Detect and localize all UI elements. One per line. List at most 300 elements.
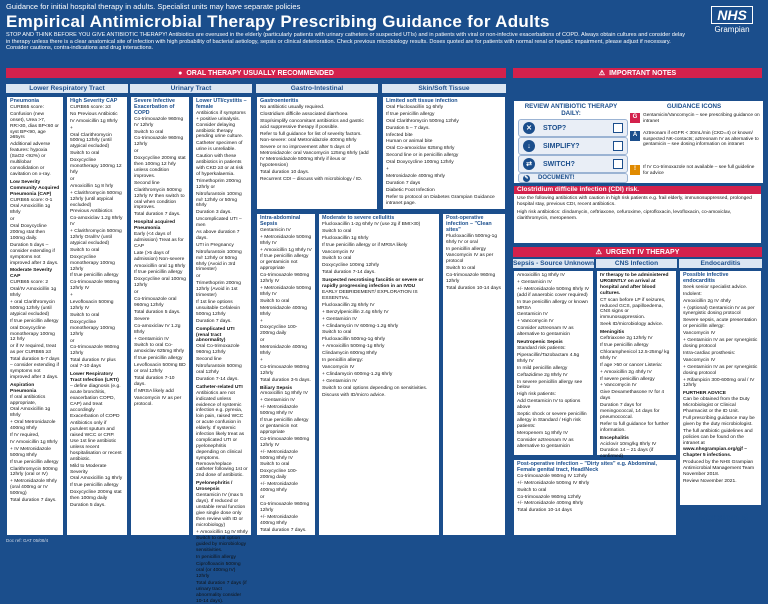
text-line: Vancomycin IV as per protocol [446, 253, 494, 265]
guidance-icons-title: GUIDANCE ICONS [666, 103, 722, 110]
text-line: Uncomplicated UTI – men [196, 217, 242, 229]
text-line: Doxycycline 100mg 12hrly [322, 263, 380, 269]
text-line: or [10, 217, 15, 223]
text-line: Oral Amoxicillin 1g 8hrly [10, 407, 51, 419]
text-line: + Clarithromycin 500mg 12hrly (until atypical excluded) [70, 190, 122, 208]
text-line: Switch to oral [70, 247, 100, 253]
text-line: Caution with these antibiotics in patients with CKD ≥3 or at risk of hyperkalaemia. [196, 154, 244, 177]
text-line: Amoxicillin 1g 8hrly IV [260, 391, 308, 397]
text-line: Previous Antibiotics [70, 209, 113, 215]
text-line: + [70, 293, 73, 299]
step-label: STOP? [543, 124, 567, 132]
panel-pneumonia [6, 96, 64, 536]
urgent-banner-label: URGENT IV THERAPY [605, 248, 680, 256]
text-line: + Gentamicin IV as per synergistic dosing protocol [683, 338, 758, 349]
text-line: Co-trimoxazole 960mg 12hrly [260, 364, 310, 376]
text-line: + Clarithromycin 500mg 12hrly Oral/IV (until atypical excluded) [70, 229, 122, 246]
text-line: Switch to oral option guided by microbiology sensitivities. [196, 536, 247, 554]
text-line: Metronidazole 400mg 8hrly [260, 305, 308, 317]
text-line: Consider aztreonam IV as alternative to gentamicin [517, 437, 574, 449]
text-line: Piperacillin/Tazobactam 4.5g 8hrly IV [517, 352, 580, 364]
text-line: Add Gentamicin IV to options above [517, 399, 581, 411]
text-line: No Previous Antibiotic [70, 111, 118, 117]
doc-ref: Doc ref: GAT 05/08/4 [6, 538, 49, 543]
text-line: Ceftriaxone 2g 12hrly IV [600, 336, 653, 342]
text-line: If true penicillin allergy or if MRSA likely [322, 242, 408, 248]
text-line: + Vancomycin IV [517, 319, 554, 325]
text-line: Doxycycline 200mg stat then 100mg daily [70, 490, 122, 502]
text-line: Amoxicillin 1g 8 hrly [70, 183, 114, 189]
text-line: The full antibiotic guidelines and policies can be found on the intranet at [683, 428, 753, 446]
panel-urinary [192, 96, 252, 604]
text-line: Recurrent CDI – discuss with microbiology / ID. [260, 176, 363, 182]
text-line: or [260, 338, 265, 344]
mod-cap-title: Moderate Severity CAP [10, 268, 53, 280]
text-line: Total duration 7-10 days. [134, 375, 175, 387]
text-line: Discuss with ID/micro advice. [322, 392, 386, 398]
text-line: Amoxicillin 1g 8hrly IV [517, 273, 565, 278]
text-line: +/- Metronidazole 500mg 8hrly IV [260, 449, 298, 461]
step-stop[interactable] [518, 119, 628, 137]
cdi-text: Use the following antibiotics with caution in high risk patients e.g. frail elderly, immunosuppressed, prolonged hospital stay, previous CDI, recent antibiotics. [517, 195, 752, 207]
text-line: Doxycycline monotherapy 100mg 12 hrly [70, 158, 122, 175]
text-line: If true penicillin allergy or gentamicin not appropriate [260, 418, 309, 435]
text-line: Co-trimoxazole 960mg 12hrly [70, 345, 120, 357]
text-line: + [70, 125, 73, 131]
text-line: If true penicillin allergy [134, 356, 183, 362]
text-line: Doxycycline monotherapy 100mg 12hrly [70, 319, 115, 337]
text-line: Additional adverse features: hypoxia (SaO2 <92%) or multilobar consolidation or cavitation on x-ray. [10, 142, 51, 177]
gastro-title: Gastroenteritis [260, 98, 299, 104]
text-line: Confusion (new onset), Urea >7, RR>30, dias BP<60 or syst BP<90, age ≥65yrs [10, 111, 59, 141]
aspiration-title: Aspiration Pneumonia [10, 382, 37, 394]
text-line: Total duration 10 days. [260, 169, 310, 175]
text-line: +/- Metronidazole 500mg IV 8hrly [517, 480, 590, 486]
text-line: + Clindamycin 600mg-1.2g 6hrly [322, 371, 393, 377]
text-line: + Gentamicin IV as per synergistic dosing protocol [683, 364, 758, 376]
text-line: or [134, 149, 139, 155]
text-line: Doxycycline 100-200mg daily [260, 469, 298, 481]
text-line: Late (>5 days of admission) Non-severe [134, 250, 185, 262]
text-line: IV Amoxicillin 1g 8hrly [10, 439, 58, 445]
text-line: Exacerbation of COPD [70, 414, 120, 420]
text-line: Second line or in penicillin allergy [386, 153, 459, 159]
text-line: + Clindamycin IV 600mg-1.2g 6hrly [322, 323, 399, 329]
lower-uti-title: Lower UTI/cystitis – female [196, 98, 247, 110]
checkbox-icon [613, 123, 623, 133]
text-line: IV therapy to be administered URGENTLY on arrival at hospital and after blood cultures. [600, 273, 669, 296]
text-line: Total duration IV plus oral 7-10 days [70, 358, 116, 370]
text-line: Duration 5 – 7 days. [386, 125, 430, 131]
text-line: Co-trimoxazole 960mg 12hrly [260, 501, 310, 513]
panel-copd-hap [130, 96, 190, 536]
text-line: Clostridium difficile associated diarrhoea [260, 111, 348, 117]
post-op-dirty-title: Post-operative infection – "Dirty sites" e.g. Abdominal, Female genital tract, Head/Neck [517, 461, 658, 473]
text-line: Total duration 5-7 days – consider extending if symptoms not improved after 3 days. [10, 357, 60, 380]
text-line: Catheter specimen of urine is unreliable. [196, 141, 243, 153]
text-line: Vancomycin IV [322, 364, 355, 370]
guidance-icon-row [630, 113, 760, 124]
text-line: Duration 7-14 days. [196, 376, 239, 382]
text-line: Clindamycin 600mg 8hrly [322, 351, 377, 357]
guidance-icon-row [630, 165, 760, 176]
review-title: REVIEW ANTIBIOTIC THERAPY DAILY: [524, 103, 618, 117]
text-line: + Amoxicillin 1g IV 8hrly [196, 529, 248, 535]
text-line: +/- Metronidazole 500mg 8hrly IV (add if anaerobic cover required) [517, 286, 590, 298]
text-line: Switch to oral [70, 151, 100, 157]
panel-cns [596, 270, 677, 460]
text-line: EARLY DEBRIDEMENT/ EXPLORATION IS ESSENTIAL [322, 289, 418, 301]
col-head-lrt: Lower Respiratory Tract [6, 84, 128, 93]
text-line: Refer to full guidance for list of severity factors. [260, 131, 362, 137]
text-line: Nitrofurantoin 100mg m/r 12hrly or 50mg 6hrly [196, 191, 242, 209]
text-line: If true penicillin allergy [70, 483, 119, 489]
text-line: Flucloxacillin 500mg-1g 6hrly [322, 337, 386, 343]
limited-skin-title: Limited soft tissue infection [386, 98, 458, 104]
low-cap-title: Low Severity Community Acquired Pneumonia (CAP) [10, 179, 60, 197]
text-line: CURB65 score: ≥3 [70, 104, 111, 110]
cdi-risk-box [513, 185, 762, 244]
text-line: Ciprofloxacin 500mg oral (or 400mg IV) 12hrly [196, 562, 241, 579]
guidance-icon-text: Aztreonam if eGFR < 30mL/min (CKD=4) or known/ suspected NK-contacts; aztreonam IV as alternative to gentamicin – see dosing information on intranet [643, 131, 759, 148]
text-line: Nitrofurantoin 500mg oral 12hrly [196, 364, 242, 375]
text-line: Clarithromycin 500mg 12hrly (oral or IV) [10, 466, 58, 478]
text-line: Co-trimoxazole 960mg IV 12hrly [517, 473, 587, 479]
text-line: + [260, 318, 263, 324]
text-line: No antibiotic usually required. [260, 104, 325, 110]
panel-gastro [256, 96, 378, 210]
text-line: Duration 7 days [386, 180, 421, 186]
text-line: Total duration 7 days. [10, 498, 57, 504]
text-line: If true penicillin allergy [386, 111, 435, 117]
text-line: Switch to oral [260, 298, 290, 304]
text-line: Levofloxacin 500mg BD or oral 12hrly [134, 363, 186, 375]
pill-icon: ● [178, 69, 183, 77]
text-line: + Gentamicin IV [134, 336, 169, 342]
cotrimoxazole-warning-icon: ! [630, 165, 640, 175]
text-line: Trimethoprim 200mg 12hrly or [196, 178, 241, 190]
text-line: Co-trimoxazole oral 960mg 12hrly [134, 297, 177, 308]
text-line: + [386, 167, 389, 173]
important-notes-banner [513, 68, 762, 78]
text-line: Metronidazole 400mg 8hrly [260, 345, 308, 357]
text-line: Vancomycin IV [322, 249, 355, 255]
stop-and-think-text: STOP AND THINK BEFORE YOU GIVE ANTIBIOTIC THERAPY! Antibiotics are overused in the elderly (particularly patients with urinary catheters or suspected UTIs) and in patients with viral or non-infective exacerbations of COPD. Always obtain cultures and consider delay in therapy unless there is a clear anatomical site of infection with high probability of bacterial aetiology, sepsis or clinical deterioration. Check previous microbiology results. Doses quoted are for patients with normal renal or hepatic impairment, please adjust if necessary. Consider cautions, contra-indications and drug interactions. [6, 32, 686, 52]
post-op-clean-title: Post-operative infection – "Clean sites" [446, 215, 492, 233]
text-line: Oral Amoxicillin 1g 8hrly [10, 204, 51, 216]
text-line: Second line [134, 180, 160, 186]
mod-skin-title: Moderate to severe cellulitis [322, 215, 395, 221]
biliary-title: Biliary Sepsis [260, 385, 293, 391]
hap-title: Hospital acquired Pneumonia [134, 220, 176, 232]
text-line: Doxycycline 100-200mg daily [260, 325, 298, 337]
text-line: Doxycycline monotherapy 100mg 12hrly [70, 254, 115, 272]
text-line: Ceftazidime 2g 8hrly IV [517, 372, 568, 378]
text-line: Switch to oral [322, 256, 352, 262]
text-line: Mild to Moderate Severity [70, 463, 107, 475]
checkbox-icon [613, 141, 623, 151]
text-line: If true penicillin allergy [600, 342, 649, 348]
text-line: IV Amoxicillin 1g 8hrly [70, 118, 118, 124]
text-line: Gentamicin IV (max 5 days). If reduced or unstable renal function give single dose only then review with ID or microbiology) [196, 493, 246, 528]
text-line: Total duration 10-14 days [446, 285, 501, 291]
text-line: + Metronidazole 500mg 8hrly IV [260, 234, 312, 246]
syringe-icon: ⚠ [595, 249, 602, 256]
text-line: Amoxicillin oral 1g 8hrly [134, 263, 186, 269]
text-line: In mild penicillin allergy [517, 365, 568, 371]
text-line: Septic shock or severe penicillin allergy in Standard / High risk patients: [517, 412, 587, 429]
text-line: Oral/IV Amoxicillin 1g 8hrly [10, 287, 57, 299]
text-line: Clarithromycin 500mg 12hrly IV then switch to oral when condition improves. [134, 187, 185, 211]
text-line: CURB65 score: 0-1 [10, 197, 53, 203]
col-head-urinary: Urinary Tract [130, 84, 252, 93]
oral-banner-label: ORAL THERAPY USUALLY RECOMMENDED [186, 69, 334, 77]
text-line: Switch to oral [322, 330, 352, 336]
text-line: Gentamicin IV [260, 227, 291, 233]
panel-intra-abdominal [256, 213, 316, 536]
text-line: + Gentamicin IV [322, 378, 357, 384]
text-line: Vancomycin IV [683, 331, 716, 337]
text-line: + Amoxicillin 500mg-1g 8hrly [322, 344, 385, 350]
guidance-icon-text: If IV Co-trimoxazole not available – see full guideline for advice [643, 165, 755, 176]
text-line: + Oral Metronidazole 400mg 8hrly [10, 420, 56, 432]
switch-icon: ⇄ [523, 158, 535, 170]
text-line: Co-trimoxazole 960mg 12hrly IV [70, 280, 120, 292]
text-line: Vancomycin IV [683, 357, 716, 363]
text-line: Metronidazole 400mg 8hrly [386, 173, 445, 179]
panel-moderate-skin [318, 213, 440, 536]
text-line: Seek ID/microbiology advice. [600, 322, 664, 328]
text-line: Switch to oral [446, 266, 476, 272]
text-line: CT scan before LP if seizures, reduced GCS, papilloedema, CNS signs or immunosuppression. [600, 297, 666, 321]
text-line: Oral Doxycycline 200mg stat then 100mg daily. [10, 224, 47, 241]
catheter-uti-title: Catheter-related UTI [196, 384, 243, 390]
cdi-high-risk-antibiotics: High risk antibiotics: clindamycin, ceftriaxone, cefuroxime, ciprofloxacin, levofloxacin, co-amoxiclav, clarithromycin, meropenem. [517, 209, 732, 221]
text-line: Severe [134, 316, 150, 322]
text-line: Doxycycline 200mg stat then 100mg 12 hrly unless condition improves. [134, 156, 186, 179]
text-line: Switch to oral [322, 228, 352, 234]
col-head-cns: CNS Infection [596, 259, 677, 268]
text-line: or [70, 176, 75, 182]
guidance-icon-text: Gentamicin/Vancomycin – see prescribing guidance on intranet [643, 113, 760, 124]
text-line: – define diagnosis (e.g. acute bronchitis, exacerbation COPD, CAP) and treat accordingly [70, 383, 121, 413]
text-line: Severe sepsis, acute presentation or penicillin allergy: [683, 318, 757, 330]
text-line: If true penicillin allergy or gentamicin not appropriate [260, 254, 309, 272]
text-line: Duration 7 days for meningococcal, 14 days for pneumococcal. [600, 403, 660, 420]
text-line: Trimethoprim 200mg 12hrly (Avoid in 1st trimester) [196, 281, 241, 299]
text-line: Diabetic Foot Infection [386, 187, 435, 193]
severe-copd-title: Severe Infective Exacerbation of COPD [134, 98, 176, 116]
text-line: + Gentamicin IV [322, 316, 357, 322]
meningitis-title: Meningitis [600, 330, 625, 336]
text-line: As above duration 7 days. [196, 230, 240, 241]
review-guidance-box [513, 100, 764, 184]
urgent-iv-banner [513, 247, 762, 257]
panel-endocarditis [679, 270, 762, 506]
nhs-grampian-logo [704, 6, 760, 34]
text-line: Co-trimoxazole 960mg 12hrly [446, 273, 496, 285]
simplify-icon: ↓ [523, 140, 535, 152]
text-line: or [134, 290, 139, 296]
text-line: Indolent: [683, 291, 702, 297]
text-line: Second line [196, 357, 222, 363]
text-line: Levofloxacin 500mg 12hrly IV [70, 300, 114, 311]
col-head-skin: Skin/Soft Tissue [382, 84, 506, 93]
text-line: Oral Co-trimoxazole 960mg 12hrly [196, 344, 240, 356]
text-line: Total duration 7 days (if urinary tract abnormality consider 10-14 days). [196, 580, 247, 604]
header-notice: Guidance for initial hospital therapy in adults. Specialist units may have separate policies [6, 2, 301, 11]
text-line: Co-amoxiclav 1.2g 8hrly IV [70, 216, 123, 228]
text-line: Co-trimoxazole 960mg IV 12hrly [134, 116, 184, 128]
text-line: + Rifampicin 300-600mg oral / IV 12hrly [683, 377, 755, 389]
text-line: +/- Metronidazole 400mg 8hrly [517, 501, 584, 507]
intranet-link[interactable]: www.nhsgrampian.org/gjf – Chapter 5 infections. [683, 447, 747, 459]
text-line: Intra-cardiac prosthesis: [683, 350, 736, 356]
text-line: Co-trimoxazole 960mg 12hrly IV [260, 436, 310, 448]
panel-limited-skin [382, 96, 506, 210]
step-label: DOCUMENT! [538, 175, 575, 181]
text-line: If 1st line options unsuitable Cefalexin 500mg 12hrly [196, 300, 241, 317]
text-line: CURB65 score: 2 [10, 280, 49, 286]
text-line: Flucloxacillin 500mg-1g 6hrly IV or oral [446, 233, 498, 245]
text-line: +/- Metronidazole 500mg 8hrly IV [260, 405, 298, 417]
text-line: Switch to oral [134, 129, 164, 135]
header [0, 0, 768, 60]
text-line: Give Dexamethasone IV for 4 days [600, 390, 665, 402]
text-line: Stop/simplify concomitant antibiotics and gastric acid suppressive therapy if possible. [260, 118, 364, 130]
notes-banner-label: IMPORTANT NOTES [609, 69, 677, 77]
text-line: Duration 5 days. [70, 503, 106, 509]
text-line: Duration 7 days. [196, 318, 232, 324]
text-line: Duration 3 days. [196, 210, 232, 216]
text-line: Duration 14 – 21 days (if confirmed) [600, 448, 654, 460]
text-line: Oral Amoxicillin 1g 8hrly [70, 476, 123, 482]
text-line: Switch to oral [517, 487, 547, 493]
text-line: Antibiotics if symptoms + positive urinalysis. Consider delaying antibiotic therapy pending urine culture. [196, 110, 246, 140]
pyelo-title: Pyelonephritis / Urosepsis [196, 481, 233, 493]
further-advice-title: FURTHER ADVICE [683, 391, 727, 397]
text-line: Review November 2021. [683, 479, 737, 484]
text-line: Human or animal bite [386, 139, 433, 145]
neutropenic-sepsis-title: Neutropenic Sepsis [517, 340, 563, 346]
col-head-endocarditis: Endocarditis [679, 259, 762, 268]
text-line: Refer to protocol on Diabetes Grampian Guidance intranet page. [386, 194, 495, 206]
text-line: Total duration 10-14 days [517, 508, 572, 514]
text-line: Flucloxacillin 1-2g 6hrly IV (use 2g if BMI>30) [322, 221, 421, 227]
text-line: + Metronidazole 500mg 8hrly IV [260, 285, 312, 297]
text-line: In penicillin allergy [446, 246, 486, 252]
text-line: oral Doxycycline monotherapy 100mg 12 hrly [10, 325, 55, 343]
text-line: Flucloxacillin 1g 6hrly [322, 235, 369, 241]
text-line: + Benzylpenicillin 2.4g 6hrly IV [322, 309, 389, 315]
text-line: If IV required, [10, 433, 40, 439]
step-document[interactable] [518, 173, 628, 183]
text-line: Severe or no improvement after 5 days of Metronidazole: oral Vancomycin 125mg 6hrly (add IV Metronidazole 500mg 8hrly if ileus or hypotension) [260, 145, 369, 169]
text-line: + Gentamicin IV [517, 279, 552, 285]
board-name: Grampian [714, 25, 750, 34]
text-line: CURB65 score: [10, 104, 44, 110]
text-line: Standard risk patients: [517, 345, 566, 351]
text-line: + Amoxicillin 2g 4hrly IV [600, 369, 652, 375]
text-line: Switch to oral [260, 462, 290, 468]
text-line: If MRSA likely add [134, 388, 174, 394]
text-line: Produced by the NHS Grampian Antimicrobial Management Team November 2018. [683, 460, 755, 478]
text-line: Doxycycline oral 100mg 12hrly [134, 277, 186, 289]
text-line: If age >50 or cancer Listeria: [600, 362, 663, 368]
version-label: Version 6 [699, 512, 748, 524]
col-head-gi: Gastro-Intestinal [256, 84, 378, 93]
text-line: + [260, 357, 263, 363]
step-label: SWITCH? [543, 160, 575, 168]
text-line: Can be obtained from the Duty Microbiologist or Clinical Pharmacist or the ID Unit. [683, 397, 750, 415]
text-line: High risk patients: [517, 392, 556, 398]
aztreonam-icon: A [630, 131, 640, 141]
text-line: In true penicillin allergy or known MRSA [517, 299, 588, 311]
intra-abd-title: Intra-abdominal Sepsis [260, 215, 301, 227]
text-line: If severe penicillin allergy [600, 376, 655, 382]
document-icon: ✎ [524, 175, 529, 181]
text-line: Gentamicin IV [517, 312, 548, 318]
high-cap-title: High Severity CAP [70, 98, 118, 104]
text-line: Flucloxacillin 2g 6hrly IV [322, 302, 375, 308]
lrti-title: Lower Respiratory Tract Infection (LRTI) [70, 372, 119, 383]
text-line: In penicillin allergy [196, 555, 236, 561]
text-line: Antibiotics only if purulent sputum and raised WCC or CRP. Use 1st line antibiotic unless recent hospitalisation or recent antibiotic. [70, 421, 122, 462]
text-line: If true penicillin allergy [134, 270, 183, 276]
text-line: Oral Clarithromycin 500mg 12hrly (until atypical excluded) [70, 132, 112, 150]
text-line: Co-trimoxazole 960mg 12hrly IV [260, 273, 310, 285]
text-line: + Vancomycin IV [600, 383, 637, 389]
text-line: Oral Flucloxacillin 1g 6hrly [386, 104, 444, 110]
text-line: Switch to oral Co-amoxiclav 625mg 8hrly [134, 343, 185, 355]
text-line: Co-trimoxazole 960mg 12hrly [134, 136, 184, 148]
text-line: Total duration 7-14 days. [322, 270, 376, 276]
step-switch[interactable] [518, 155, 628, 173]
page-title: Empirical Antimicrobial Therapy Prescribing Guidance for Adults [6, 12, 550, 31]
stop-icon: ✕ [523, 122, 535, 134]
text-line: Oral Co-amoxiclav 625mg 8hrly [386, 146, 455, 152]
endocarditis-title: Possible infective endocarditis [683, 272, 729, 284]
text-line: Total duration 5 days. [134, 309, 181, 315]
text-line: Total duration 7 days. [260, 527, 307, 533]
col-head-sepsis: Sepsis - Source Unknown [513, 260, 594, 267]
guidance-icon-row [630, 131, 760, 148]
step-simplify[interactable] [518, 137, 628, 155]
cdi-title: Clostridium difficile infection (CDI) risk. [514, 186, 761, 194]
text-line: If true penicillin allergy [70, 273, 119, 279]
necrotising-fasciitis-title: Suspected necrotising fasciitis or severe or rapidly progressing infection in an IVDU [322, 278, 424, 290]
text-line: +/- Metronidazole 400mg 8hrly [260, 514, 298, 526]
text-line: or [196, 274, 201, 280]
text-line: Vancomycin IV as per protocol. [134, 395, 182, 407]
text-line: Aciclovir 10mg/kg 8hrly IV [600, 441, 657, 447]
text-line: Switch to oral [70, 312, 100, 318]
checkbox-icon [613, 159, 623, 169]
text-line: In penicillin allergy: [322, 358, 364, 364]
text-line: In severe penicillin allergy see below [517, 379, 583, 391]
text-line: Refer to full guidance for further information. [600, 421, 669, 433]
text-line: Nitrofurantoin 100mg m/r 12hrly or 50mg 6hrly (Avoid in 3rd trimester) [196, 249, 242, 273]
panel-post-op-dirty [513, 459, 677, 536]
text-line: If true penicillin allergy [10, 318, 59, 324]
pneumonia-title: Pneumonia [10, 98, 40, 104]
text-line: Duration 5 days – consider extending if symptoms not improved after 3 days. [10, 242, 59, 266]
text-line: Switch to oral options depending on sensitivities. [322, 385, 428, 391]
panel-sepsis [513, 270, 594, 456]
text-line: Infected bite [386, 132, 413, 138]
text-line: Total duration 3-5 days. [260, 377, 311, 383]
text-line: + oral Clarithromycin 500mg 12hrly (until atypical excluded) [10, 300, 55, 317]
